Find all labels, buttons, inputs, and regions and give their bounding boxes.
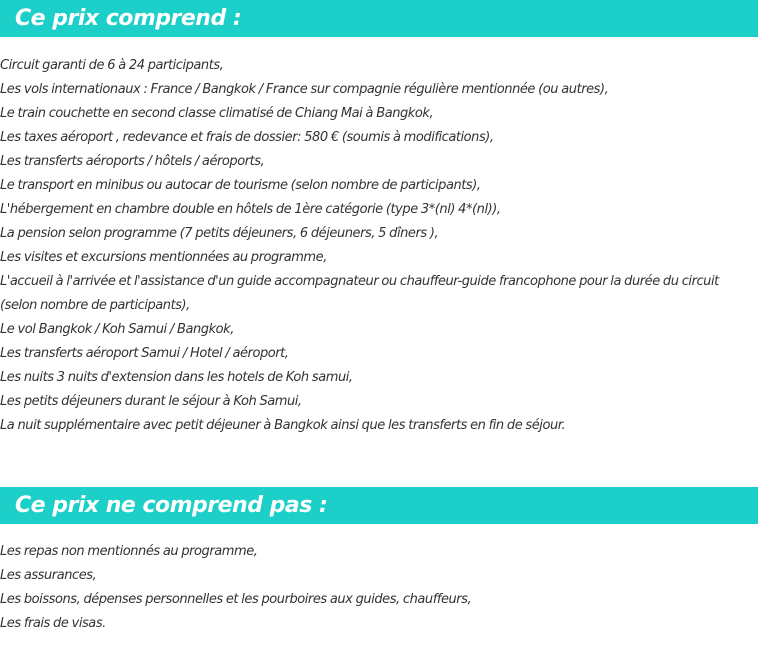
includes-section-title: Ce prix comprend :	[15, 6, 242, 31]
includes-list	[0, 54, 758, 438]
list-item: Les transferts aéroports / hôtels / aéroports,	[0, 154, 265, 169]
list-item: La pension selon programme (7 petits déjeuners, 6 déjeuners, 5 dîners ),	[0, 226, 439, 241]
list-item: Circuit garanti de 6 à 24 participants,	[0, 58, 224, 73]
includes-section-header	[0, 0, 758, 37]
list-item: Les frais de visas.	[0, 616, 106, 631]
list-item: Le transport en minibus ou autocar de tourisme (selon nombre de participants),	[0, 178, 481, 193]
list-item: Les transferts aéroport Samui / Hotel / aéroport,	[0, 346, 289, 361]
list-item: Les assurances,	[0, 568, 97, 583]
list-item: Le vol Bangkok / Koh Samui / Bangkok,	[0, 322, 234, 337]
list-item: Les nuits 3 nuits d'extension dans les hotels de Koh samui,	[0, 370, 353, 385]
list-item: La nuit supplémentaire avec petit déjeuner à Bangkok ainsi que les transferts en fin de séjour.	[0, 418, 566, 433]
list-item: Les taxes aéroport , redevance et frais de dossier: 580 € (soumis à modifications),	[0, 130, 494, 145]
list-item: Les visites et excursions mentionnées au programme,	[0, 250, 327, 265]
list-item: Le train couchette en second classe climatisé de Chiang Mai à Bangkok,	[0, 106, 434, 121]
excludes-section-title: Ce prix ne comprend pas :	[15, 493, 328, 518]
list-item: L'accueil à l'arrivée et l'assistance d'un guide accompagnateur ou chauffeur-guide francophone pour la durée du circuit (selon nombre de participants),	[0, 274, 719, 313]
list-item: Les repas non mentionnés au programme,	[0, 544, 258, 559]
list-item: Les vols internationaux : France / Bangkok / France sur compagnie régulière mentionnée (ou autres),	[0, 82, 609, 97]
list-item: Les petits déjeuners durant le séjour à Koh Samui,	[0, 394, 302, 409]
excludes-list	[0, 540, 758, 636]
excludes-section-header	[0, 487, 758, 524]
list-item: L'hébergement en chambre double en hôtels de 1ère catégorie (type 3*(nl) 4*(nl)),	[0, 202, 501, 217]
list-item: Les boissons, dépenses personnelles et les pourboires aux guides, chauffeurs,	[0, 592, 472, 607]
